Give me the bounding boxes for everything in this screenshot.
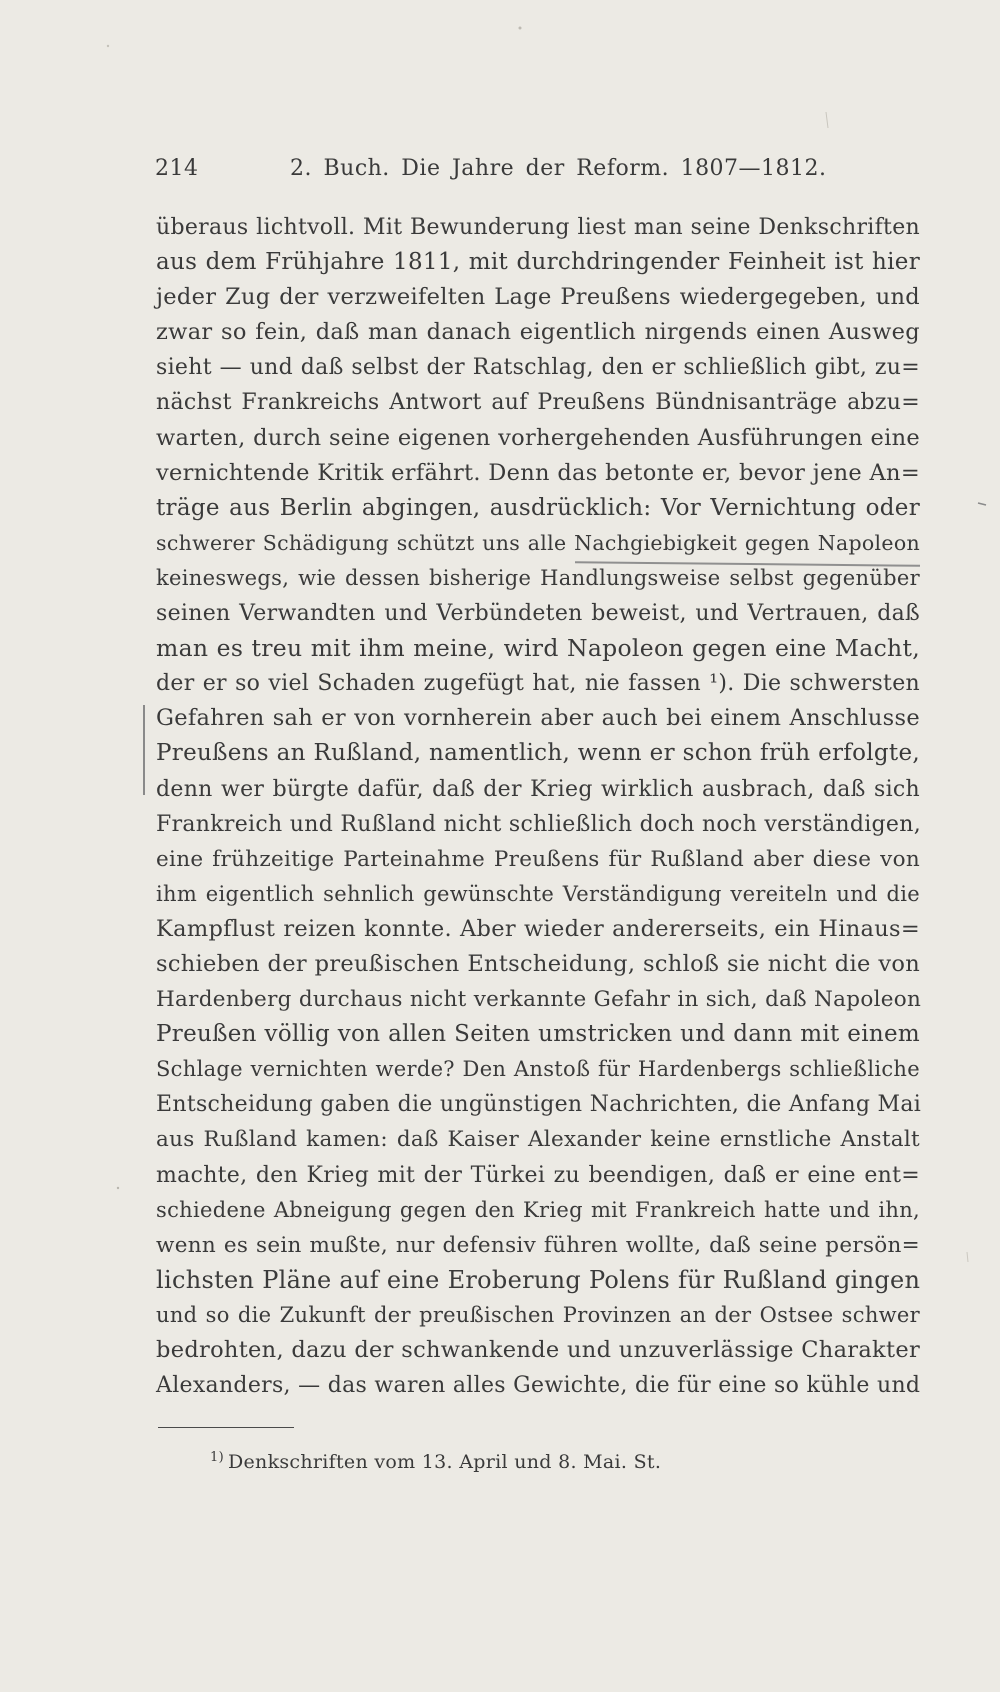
footnote-rule [158, 1427, 294, 1428]
text-line: eine frühzeitige Parteinahme Preußens für Rußland aber diese von [156, 846, 920, 872]
text-line: machte, den Krieg mit der Türkei zu beendigen, daß er eine ent= [156, 1162, 920, 1188]
text-line: Frankreich und Rußland nicht schließlich doch noch verständigen, [156, 811, 922, 837]
text-line: Alexanders, — das waren alles Gewichte, die für eine so kühle und [156, 1373, 921, 1399]
footnote-text: Denkschriften vom 13. April und 8. Mai. St. [227, 1451, 662, 1473]
footnote [210, 1450, 661, 1473]
text-line: Hardenberg durchaus nicht verkannte Gefahr in sich, daß Napoleon [156, 987, 922, 1013]
text-line: und so die Zukunft der preußischen Provinzen an der Ostsee schwer [156, 1302, 920, 1327]
text-line: träge aus Berlin abgingen, ausdrücklich: Vor Vernichtung oder [156, 494, 920, 521]
footnote-marker: 1) [210, 1450, 224, 1465]
text-line: sieht — und daß selbst der Ratschlag, den er schließlich gibt, zu= [156, 355, 920, 381]
text-line: überaus lichtvoll. Mit Bewunderung liest man seine Denkschriften [156, 215, 920, 240]
text-line: jeder Zug der verzweifelten Lage Preußens wiedergegeben, und [156, 284, 920, 311]
text-line: seinen Verwandten und Verbündeten beweist, und Vertrauen, daß [156, 601, 920, 627]
text-line: nächst Frankreichs Antwort auf Preußens Bündnisanträge abzu= [156, 390, 920, 416]
text-line: zwar so fein, daß man danach eigentlich nirgends einen Ausweg [156, 319, 920, 346]
text-line: schieben der preußischen Entscheidung, schloß sie nicht die von [156, 950, 920, 977]
body-text [156, 210, 920, 1403]
text-line: Schlage vernichten werde? Den Anstoß für Hardenbergs schließliche [156, 1057, 920, 1082]
text-line: keineswegs, wie dessen bisherige Handlungsweise selbst gegenüber [156, 565, 920, 590]
text-line: wenn es sein mußte, nur defensiv führen wollte, daß seine persön= [156, 1232, 920, 1258]
pencil-margin-mark [143, 705, 145, 795]
page-header [152, 156, 922, 192]
text-line: Preußens an Rußland, namentlich, wenn er schon früh erfolgte, [156, 740, 920, 767]
text-line: bedrohten, dazu der schwankende und unzuverlässige Charakter [156, 1337, 920, 1363]
text-line: Preußen völlig von allen Seiten umstricken und dann mit einem [156, 1021, 920, 1048]
page-number: 214 [155, 156, 199, 181]
text-line: aus dem Frühjahre 1811, mit durchdringender Feinheit ist hier [156, 249, 920, 276]
text-line: ihm eigentlich sehnlich gewünschte Verständigung vereiteln und die [156, 881, 920, 906]
text-line: man es treu mit ihm meine, wird Napoleon gegen eine Macht, [156, 634, 920, 663]
text-line: warten, durch seine eigenen vorhergehenden Ausführungen eine [156, 424, 920, 451]
text-line: Gefahren sah er von vornherein aber auch bei einem Anschlusse [156, 705, 920, 732]
text-line: vernichtende Kritik erfährt. Denn das betonte er, bevor jene An= [156, 459, 920, 486]
text-line: schiedene Abneigung gegen den Krieg mit Frankreich hatte und ihn, [156, 1197, 920, 1222]
text-line: Kampflust reizen konnte. Aber wieder andererseits, ein Hinaus= [156, 915, 920, 942]
text-line: aus Rußland kamen: daß Kaiser Alexander keine ernstliche Anstalt [156, 1127, 920, 1153]
text-line: schwerer Schädigung schützt uns alle Nachgiebigkeit gegen Napoleon [156, 530, 920, 555]
text-line: denn wer bürgte dafür, daß der Krieg wirklich ausbrach, daß sich [156, 776, 920, 802]
text-line: der er so viel Schaden zugefügt hat, nie fassen ¹). Die schwersten [156, 671, 920, 697]
text-line: lichsten Pläne auf eine Eroberung Polens für Rußland gingen [156, 1265, 921, 1294]
text-line: Entscheidung gaben die ungünstigen Nachrichten, die Anfang Mai [156, 1092, 922, 1118]
running-title: 2. Buch. Die Jahre der Reform. 1807—1812. [290, 156, 827, 181]
